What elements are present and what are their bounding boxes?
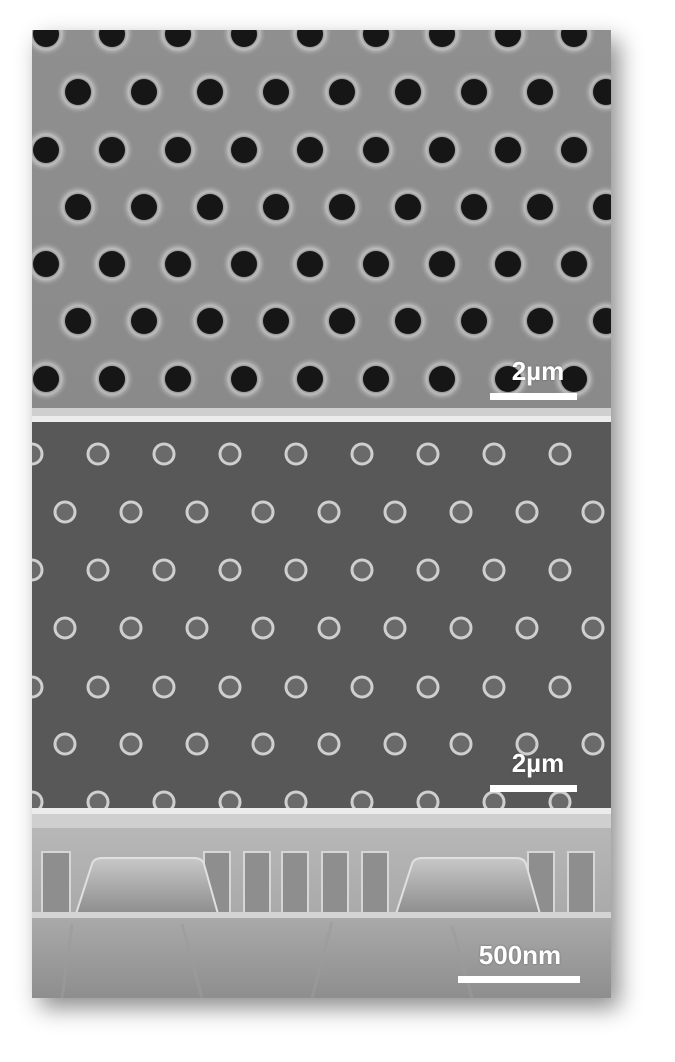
hole (561, 137, 587, 163)
pillar (550, 560, 570, 580)
pillar (517, 502, 537, 522)
hole (363, 137, 389, 163)
pillar (220, 560, 240, 580)
hole (461, 79, 487, 105)
hole (429, 366, 455, 392)
pillar (121, 734, 141, 754)
pillar (88, 792, 108, 808)
pillar (32, 444, 42, 464)
pillar (352, 560, 372, 580)
pillar (352, 792, 372, 808)
hole (561, 251, 587, 277)
pillar (187, 734, 207, 754)
scale-bar-cross-section (458, 976, 580, 983)
pillar (154, 677, 174, 697)
hole (197, 79, 223, 105)
hole (461, 194, 487, 220)
hole (429, 251, 455, 277)
pillar (550, 444, 570, 464)
scale-label-cross-section: 500nm (478, 940, 562, 970)
hole (297, 137, 323, 163)
hole (263, 79, 289, 105)
hole (99, 251, 125, 277)
hole (65, 194, 91, 220)
pillar (418, 560, 438, 580)
hole (165, 366, 191, 392)
pillar (451, 618, 471, 638)
scale-label-holes: 2µm (511, 356, 565, 386)
pillar (220, 677, 240, 697)
pillar (583, 618, 603, 638)
hole (363, 366, 389, 392)
hole (297, 366, 323, 392)
hole (363, 251, 389, 277)
cross-section-image (32, 814, 611, 998)
pillar (319, 618, 339, 638)
pillar (319, 502, 339, 522)
sem-panel-cross-section (32, 814, 611, 998)
pillar (484, 560, 504, 580)
hole (395, 79, 421, 105)
pillar (32, 560, 42, 580)
pillar (154, 560, 174, 580)
hole (165, 251, 191, 277)
pillar (385, 734, 405, 754)
pillar (583, 502, 603, 522)
pillar (121, 618, 141, 638)
pillar (319, 734, 339, 754)
scale-bar-holes (490, 393, 577, 400)
hole (99, 137, 125, 163)
pillar (451, 734, 471, 754)
pillar (286, 560, 306, 580)
hole (231, 366, 257, 392)
hole (329, 308, 355, 334)
hole (527, 79, 553, 105)
pillar (55, 618, 75, 638)
pillar (55, 734, 75, 754)
pillar (121, 502, 141, 522)
pillar (385, 618, 405, 638)
hole (395, 194, 421, 220)
hole (329, 79, 355, 105)
hole (231, 137, 257, 163)
pillar (451, 502, 471, 522)
hole (495, 137, 521, 163)
pillar (55, 502, 75, 522)
hole (131, 308, 157, 334)
pillar (484, 792, 504, 808)
pillar (352, 677, 372, 697)
hole (329, 194, 355, 220)
pillar (88, 677, 108, 697)
pillar (88, 444, 108, 464)
hole (165, 137, 191, 163)
hole (99, 366, 125, 392)
pillar (550, 792, 570, 808)
pillar (418, 792, 438, 808)
scale-label-pillars: 2µm (511, 748, 565, 778)
pillar (187, 618, 207, 638)
hole (131, 194, 157, 220)
pillar (32, 792, 42, 808)
pillar (253, 618, 273, 638)
pillar (32, 677, 42, 697)
pillar (385, 502, 405, 522)
hole (297, 251, 323, 277)
pillar (484, 444, 504, 464)
pillar (484, 677, 504, 697)
hole (263, 194, 289, 220)
hole (395, 308, 421, 334)
pillar (154, 444, 174, 464)
hole (495, 251, 521, 277)
pillar (88, 560, 108, 580)
hole (197, 194, 223, 220)
hole (65, 79, 91, 105)
hole (197, 308, 223, 334)
pillar (286, 792, 306, 808)
pillar (154, 792, 174, 808)
hole (33, 251, 59, 277)
pillar (418, 677, 438, 697)
hole (231, 251, 257, 277)
pillar (187, 502, 207, 522)
pillar (286, 677, 306, 697)
hole (33, 137, 59, 163)
pillar (220, 444, 240, 464)
hole (527, 194, 553, 220)
hole (527, 308, 553, 334)
hole (461, 308, 487, 334)
hole (131, 79, 157, 105)
pillar (352, 444, 372, 464)
pillar (286, 444, 306, 464)
hole (429, 137, 455, 163)
pillar (418, 444, 438, 464)
pillar (220, 792, 240, 808)
pillar (253, 734, 273, 754)
hole (33, 366, 59, 392)
hole (65, 308, 91, 334)
hole (263, 308, 289, 334)
scale-bar-pillars (490, 785, 577, 792)
pillar (550, 677, 570, 697)
pillar (253, 502, 273, 522)
pillar (517, 618, 537, 638)
